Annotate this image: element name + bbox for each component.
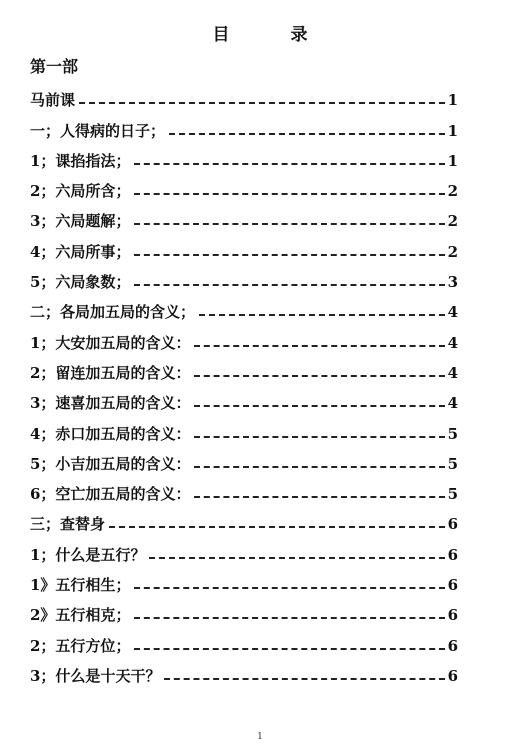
toc-entry-page-number: 6 [447,636,458,655]
toc-entry-page-number: 4 [447,363,458,382]
toc-entry[interactable] [30,353,458,383]
toc-entry-page-number: 3 [447,273,458,292]
dotted-leader [79,102,445,104]
toc-entry-page-number: 6 [447,576,458,595]
toc-entry-label: 5；六局象数； [30,273,131,292]
toc-entry[interactable] [30,504,458,534]
dotted-leader [199,314,445,316]
toc-entry-page-number: 6 [447,606,458,625]
toc-entry-label: 2；留连加五局的含义： [30,363,191,382]
toc-entry-label: 4；六局所事； [30,242,131,261]
toc-entry[interactable] [30,322,458,352]
toc-entry[interactable] [30,625,458,655]
toc-entry-page-number: 6 [447,515,458,534]
dotted-leader [134,648,444,650]
toc-entry[interactable] [30,80,458,110]
dotted-leader [134,223,444,225]
toc-entry-label: 3；速喜加五局的含义： [30,394,191,413]
toc-entry-label: 1；什么是五行？ [30,545,146,564]
dotted-leader [194,466,444,468]
toc-entry[interactable] [30,201,458,231]
dotted-leader [194,405,444,407]
dotted-leader [134,617,444,619]
toc-entry[interactable] [30,656,458,686]
toc-entry-label: 5；小吉加五局的含义： [30,454,191,473]
toc-entry-page-number: 5 [447,424,458,443]
dotted-leader [134,193,444,195]
toc-entry-page-number: 2 [447,212,458,231]
toc-entry-page-number: 1 [447,151,458,170]
toc-entry[interactable] [30,413,458,443]
toc-entry-label: 2；六局所含； [30,182,131,201]
dotted-leader [134,163,444,165]
toc-entry-label: 3；什么是十天干？ [30,666,161,685]
toc-entry-label: 1》五行相生； [30,576,131,595]
toc-entry-label: 马前课 [30,91,76,110]
table-of-contents [30,80,458,686]
dotted-leader [134,284,444,286]
toc-entry[interactable] [30,262,458,292]
toc-entry-label: 3；六局题解； [30,212,131,231]
dotted-leader [134,254,444,256]
dotted-leader [109,526,445,528]
toc-entry[interactable] [30,565,458,595]
toc-entry-page-number: 4 [447,333,458,352]
toc-entry-page-number: 2 [447,242,458,261]
page-number-footer: 1 [257,732,263,742]
toc-entry[interactable] [30,292,458,322]
toc-entry[interactable] [30,595,458,625]
toc-entry-label: 二；各局加五局的含义； [30,303,196,322]
dotted-leader [194,375,444,377]
toc-entry-page-number: 1 [447,121,458,140]
toc-entry[interactable] [30,231,458,261]
toc-entry-page-number: 6 [447,545,458,564]
toc-entry-label: 一；人得病的日子； [30,121,166,140]
toc-entry-page-number: 2 [447,182,458,201]
dotted-leader [194,436,444,438]
dotted-leader [149,557,444,559]
toc-entry-page-number: 1 [447,91,458,110]
toc-entry-page-number: 5 [447,454,458,473]
toc-entry[interactable] [30,534,458,564]
toc-entry-page-number: 6 [447,666,458,685]
toc-entry-label: 1；大安加五局的含义： [30,333,191,352]
toc-entry[interactable] [30,171,458,201]
dotted-leader [169,133,445,135]
toc-entry[interactable] [30,141,458,171]
toc-entry-label: 三；查替身 [30,515,106,534]
toc-entry-label: 4；赤口加五局的含义： [30,424,191,443]
toc-entry-page-number: 4 [447,303,458,322]
section-heading: 第一部 [30,57,79,76]
dotted-leader [194,345,444,347]
dotted-leader [194,496,444,498]
toc-entry[interactable] [30,444,458,474]
page-title: 目 录 [212,25,330,45]
dotted-leader [134,587,444,589]
toc-entry-page-number: 4 [447,394,458,413]
toc-entry[interactable] [30,110,458,140]
toc-entry[interactable] [30,383,458,413]
toc-entry[interactable] [30,474,458,504]
toc-entry-page-number: 5 [447,485,458,504]
toc-entry-label: 6；空亡加五局的含义： [30,485,191,504]
toc-entry-label: 2；五行方位； [30,636,131,655]
dotted-leader [164,678,444,680]
toc-entry-label: 1；课掐指法； [30,151,131,170]
toc-entry-label: 2》五行相克； [30,606,131,625]
